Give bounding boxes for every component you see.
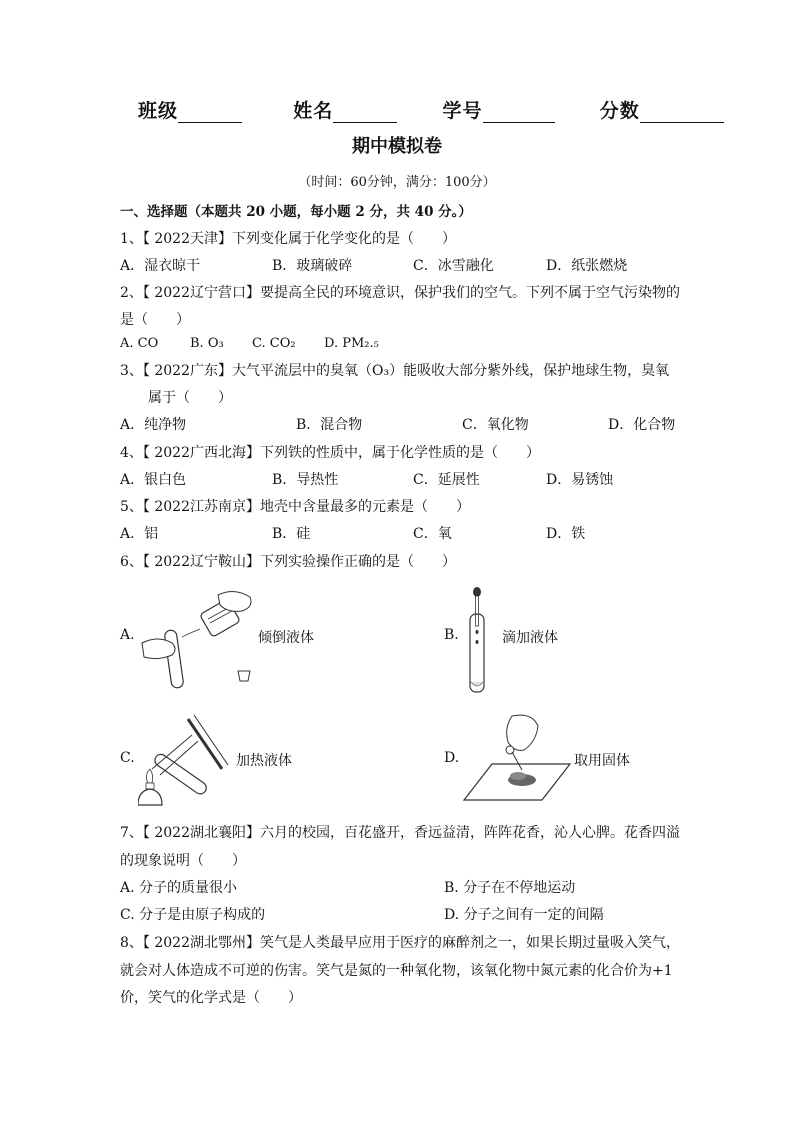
name-label: 姓名 — [293, 100, 334, 122]
q7-option-d[interactable]: D. 分子之间有一定的间隔 — [444, 907, 604, 923]
q1-option-a[interactable]: A．湿衣晾干 — [120, 258, 201, 274]
q6-caption-a: 倾倒液体 — [258, 630, 314, 646]
q4-option-a[interactable]: A．银白色 — [120, 472, 187, 488]
q2-option-b[interactable]: B. O₃ — [190, 336, 224, 351]
q6-option-c[interactable]: C. — [120, 750, 135, 766]
q5-option-a[interactable]: A．铝 — [120, 526, 159, 542]
q7-option-c[interactable]: C. 分子是由原子构成的 — [120, 907, 266, 923]
q3-option-b[interactable]: B．混合物 — [296, 417, 363, 433]
question-4-stem: 4、【 2022广西北海】下列铁的性质中，属于化学性质的是（ ） — [120, 445, 540, 461]
question-7-stem-cont: 的现象说明（ ） — [120, 853, 246, 869]
student-info-row — [138, 96, 724, 123]
question-3-stem: 3、【 2022广东】大气平流层中的臭氧（O₃）能吸收大部分紫外线，保护地球生物，臭氧 — [120, 363, 670, 379]
score-blank[interactable] — [640, 104, 724, 123]
section-heading: 一、选择题（本题共 20 小题，每小题 2 分，共 40 分。） — [120, 204, 472, 220]
q6-option-b[interactable]: B. — [444, 627, 459, 643]
page-title: 期中模拟卷 — [352, 136, 442, 157]
question-8-stem: 8、【 2022湖北鄂州】笑气是人类最早应用于医疗的麻醉剂之一，如果长期过量吸入笑气， — [120, 935, 680, 951]
id-label: 学号 — [442, 100, 483, 122]
question-8-stem-cont2: 价，笑气的化学式是（ ） — [120, 990, 302, 1006]
q1-option-b[interactable]: B．玻璃破碎 — [272, 258, 353, 274]
q1-option-c[interactable]: C．冰雪融化 — [413, 258, 494, 274]
dropping-liquid-image — [462, 586, 492, 694]
q7-option-b[interactable]: B. 分子在不停地运动 — [444, 880, 576, 896]
taking-solid-image — [462, 712, 572, 804]
exam-subtitle: （时间：60分钟，满分：100分） — [298, 175, 496, 190]
score-label: 分数 — [599, 100, 640, 122]
question-1-stem: 1、【 2022天津】下列变化属于化学变化的是（ ） — [120, 231, 456, 247]
q5-option-b[interactable]: B．硅 — [272, 526, 311, 542]
q5-option-c[interactable]: C．氧 — [413, 526, 452, 542]
class-blank[interactable] — [178, 104, 242, 123]
q4-option-d[interactable]: D．易锈蚀 — [546, 472, 614, 488]
question-6-stem: 6、【 2022辽宁鞍山】下列实验操作正确的是（ ） — [120, 554, 456, 570]
question-2-stem-cont: 是（ ） — [120, 312, 190, 328]
question-3-stem-cont: 属于（ ） — [148, 390, 232, 406]
name-blank[interactable] — [333, 104, 397, 123]
q6-caption-b: 滴加液体 — [502, 630, 558, 646]
q3-option-a[interactable]: A．纯净物 — [120, 417, 187, 433]
question-2-stem: 2、【 2022辽宁营口】要提高全民的环境意识，保护我们的空气。下列不属于空气污染物的 — [120, 285, 680, 301]
class-label: 班级 — [138, 100, 179, 122]
q6-option-d[interactable]: D. — [444, 750, 460, 766]
q7-option-a[interactable]: A. 分子的质量很小 — [120, 880, 238, 896]
q6-caption-c: 加热液体 — [236, 753, 292, 769]
q3-option-d[interactable]: D．化合物 — [608, 417, 676, 433]
id-blank[interactable] — [483, 104, 555, 123]
pouring-liquid-image — [138, 585, 258, 695]
heating-liquid-image — [138, 713, 230, 809]
question-5-stem: 5、【 2022江苏南京】地壳中含量最多的元素是（ ） — [120, 499, 470, 515]
q3-option-c[interactable]: C．氧化物 — [462, 417, 529, 433]
q6-option-a[interactable]: A. — [120, 627, 135, 643]
q2-option-c[interactable]: C. CO₂ — [252, 336, 296, 351]
q2-option-a[interactable]: A. CO — [120, 336, 159, 351]
q4-option-b[interactable]: B．导热性 — [272, 472, 339, 488]
q6-caption-d: 取用固体 — [574, 753, 630, 769]
q5-option-d[interactable]: D．铁 — [546, 526, 586, 542]
question-7-stem: 7、【 2022湖北襄阳】六月的校园，百花盛开，香远益清，阵阵花香，沁人心脾。花香四溢 — [120, 825, 680, 841]
q1-option-d[interactable]: D．纸张燃烧 — [546, 258, 628, 274]
question-8-stem-cont: 就会对人体造成不可逆的伤害。笑气是氮的一种氧化物，该氧化物中氮元素的化合价为+1 — [120, 963, 673, 979]
q4-option-c[interactable]: C．延展性 — [413, 472, 480, 488]
q2-option-d[interactable]: D. PM₂.₅ — [324, 336, 379, 351]
